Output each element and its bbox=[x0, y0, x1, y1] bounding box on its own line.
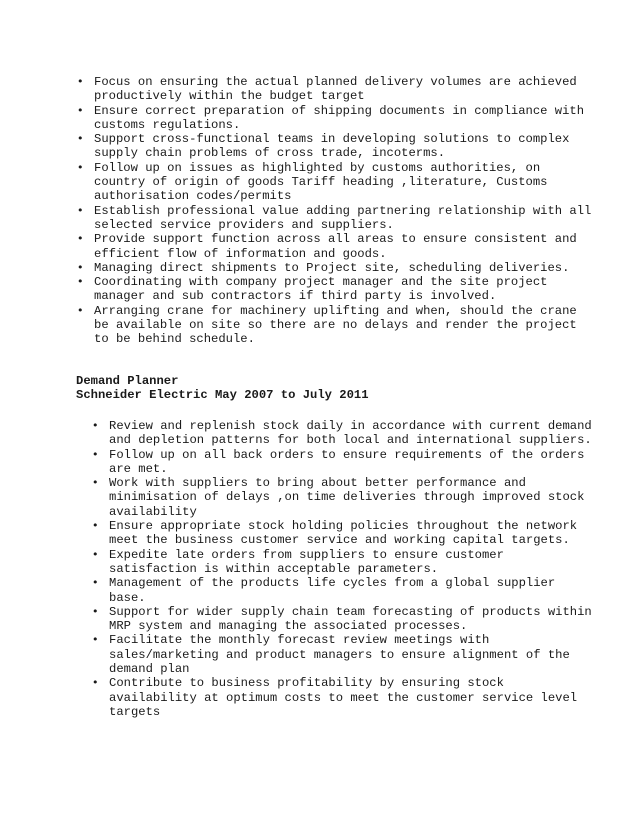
responsibilities-list-previous-role bbox=[94, 75, 594, 347]
list-item: • Facilitate the monthly forecast review meetings with sales/marketing and product managers to ensure alignment of the demand plan bbox=[109, 633, 599, 676]
list-item: • Ensure correct preparation of shipping documents in compliance with customs regulations. bbox=[94, 104, 594, 133]
list-item: • Support cross-functional teams in developing solutions to complex supply chain problems of cross trade, incoterms. bbox=[94, 132, 594, 161]
list-item: • Contribute to business profitability by ensuring stock availability at optimum costs to meet the customer service level targets bbox=[109, 676, 599, 719]
company-and-period: Schneider Electric May 2007 to July 2011 bbox=[76, 388, 369, 402]
job-title: Demand Planner bbox=[76, 374, 179, 388]
list-item: • Expedite late orders from suppliers to ensure customer satisfaction is within acceptable parameters. bbox=[109, 548, 599, 577]
list-item: • Management of the products life cycles from a global supplier base. bbox=[109, 576, 599, 605]
list-item: • Follow up on all back orders to ensure requirements of the orders are met. bbox=[109, 448, 599, 477]
list-item: • Arranging crane for machinery uplifting and when, should the crane be available on site so there are no delays and render the project to be behind schedule. bbox=[94, 304, 594, 347]
list-item: • Ensure appropriate stock holding policies throughout the network meet the business customer service and working capital targets. bbox=[109, 519, 599, 548]
list-item: • Work with suppliers to bring about better performance and minimisation of delays ,on time deliveries through improved stock availability bbox=[109, 476, 599, 519]
list-item: • Provide support function across all areas to ensure consistent and efficient flow of information and goods. bbox=[94, 232, 594, 261]
list-item: • Managing direct shipments to Project site, scheduling deliveries. bbox=[94, 261, 594, 275]
list-item: • Establish professional value adding partnering relationship with all selected service providers and suppliers. bbox=[94, 204, 594, 233]
list-item: • Support for wider supply chain team forecasting of products within MRP system and managing the associated processes. bbox=[109, 605, 599, 634]
list-item: • Follow up on issues as highlighted by customs authorities, on country of origin of goods Tariff heading ,literature, Customs authorisation codes/permits bbox=[94, 161, 594, 204]
list-item: • Review and replenish stock daily in accordance with current demand and depletion patterns for both local and international suppliers. bbox=[109, 419, 599, 448]
list-item: • Focus on ensuring the actual planned delivery volumes are achieved productively within the budget target bbox=[94, 75, 594, 104]
list-item: • Coordinating with company project manager and the site project manager and sub contractors if third party is involved. bbox=[94, 275, 594, 304]
responsibilities-list-demand-planner bbox=[109, 419, 599, 719]
